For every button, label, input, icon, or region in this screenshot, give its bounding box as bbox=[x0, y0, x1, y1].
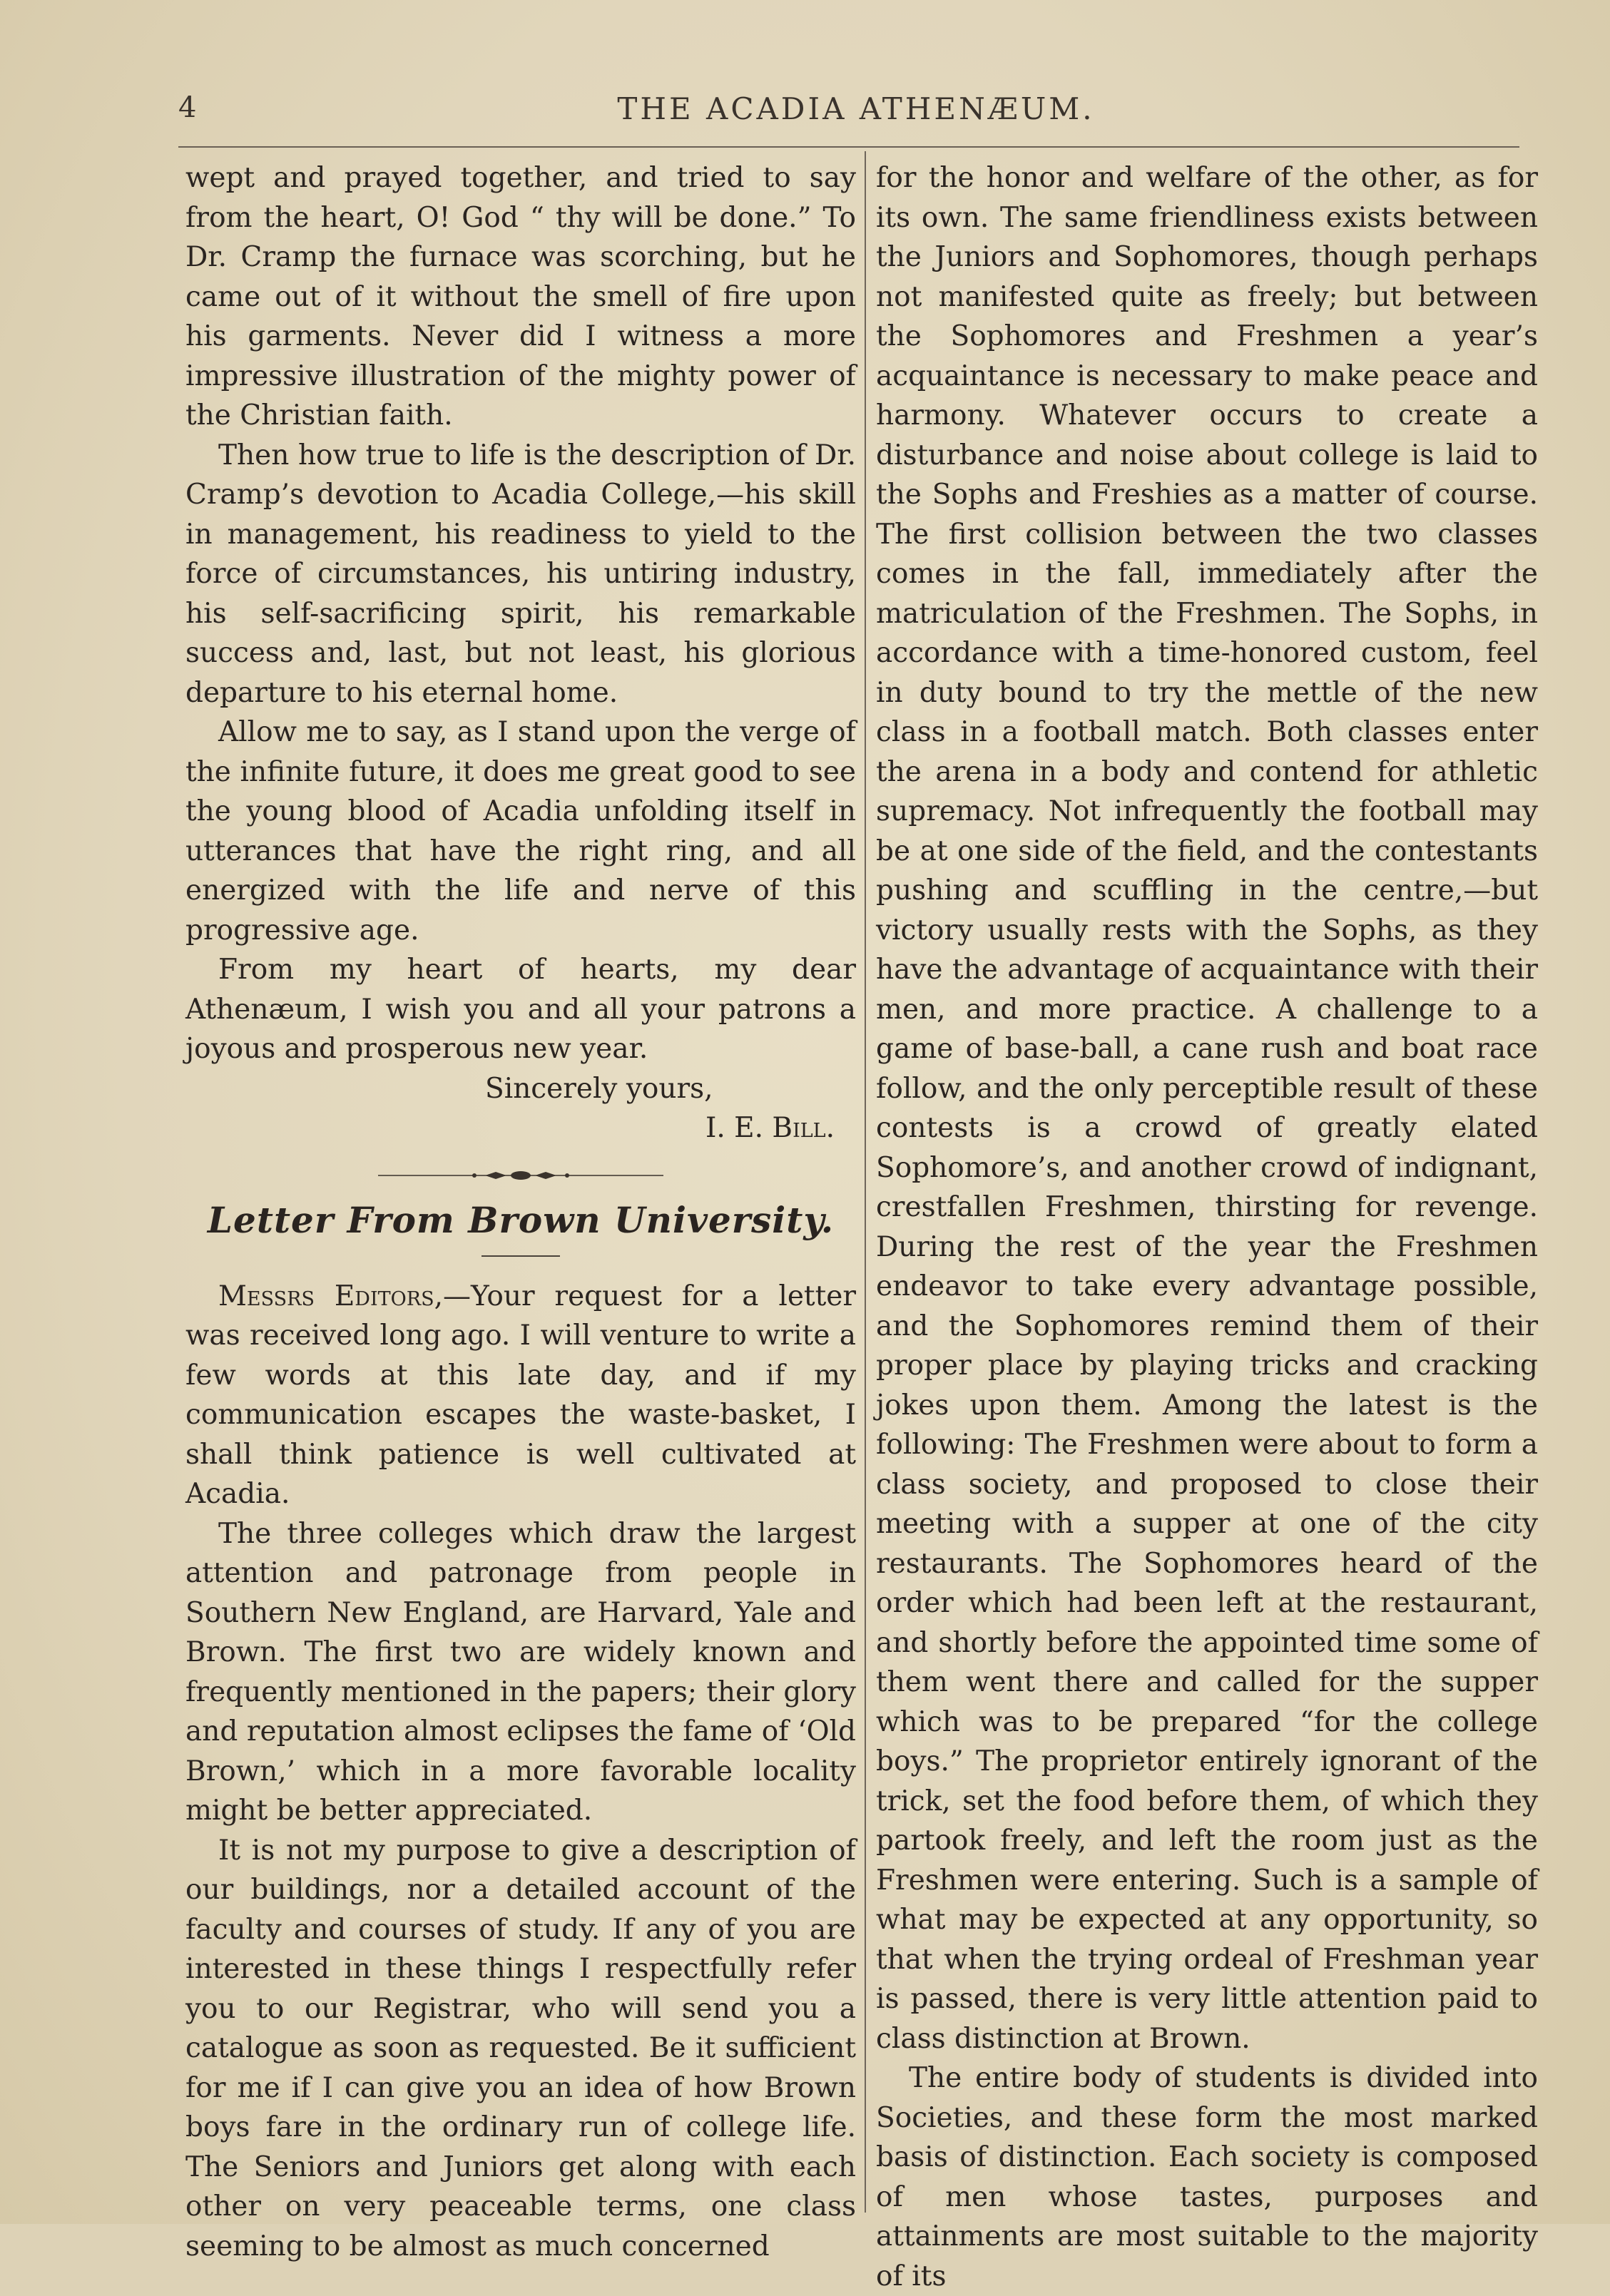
letter-text: —Your request for a letter was received long ago. I will venture to write a few words at this late day, and if my communication escapes the waste-basket, I shall think patience is well cultivated at Acadia. bbox=[185, 1280, 856, 1510]
page-header bbox=[178, 91, 1534, 134]
letter-paragraph: The three colleges which draw the largest attention and patronage from people in Southern New England, are Harvard, Yale and Brown. The first two are widely known and frequently mentioned in the papers; their glory and reputation almost eclipses the fame of ‘Old Brown,’ which in a more favorable locality might be better appreciated. bbox=[185, 1517, 856, 1827]
article-title: Letter From Brown University. bbox=[207, 1198, 835, 1241]
header-rule bbox=[178, 146, 1519, 148]
column-divider bbox=[865, 151, 866, 2213]
left-column bbox=[185, 158, 856, 2266]
letter-closing: Sincerely yours, bbox=[485, 1072, 713, 1105]
right-column bbox=[876, 158, 1538, 2296]
journal-title: THE ACADIA ATHENÆUM. bbox=[617, 91, 1095, 126]
letter-paragraph: It is not my purpose to give a description of our buildings, nor a detailed account of the faculty and courses of study. If any of you are interested in these things I respectfully refer you to our Registrar, who will send you a catalogue as soon as requested. Be it sufficient for me if I can give you an idea of how Brown boys fare in the ordinary run of college life. The Seniors and Juniors get along with each other on very peaceable terms, one class seeming to be almost as much concerned bbox=[185, 1834, 856, 2262]
letter-paragraph: From my heart of hearts, my dear Athenæum, I wish you and all your patrons a joyous and prosperous new year. bbox=[185, 954, 856, 1065]
letter-paragraph: Then how true to life is the description of Dr. Cramp’s devotion to Acadia College,—his skill in management, his readiness to yield to the force of circumstances, his untiring industry, his self-sacrificing spirit, his remarkable success and, last, but not least, his glorious departure to his eternal home. bbox=[185, 439, 856, 709]
ornament-divider bbox=[185, 1161, 856, 1190]
letter-paragraph: for the honor and welfare of the other, as for its own. The same friendliness exists between the Juniors and Sophomores, though perhaps not manifested quite as freely; but between the Sophomores and Freshmen a year’s acquaintance is necessary to make peace and harmony. Whatever occurs to create a disturbance and noise about college is laid to the Sophs and Freshies as a matter of course. The first collision between the two classes comes in the fall, immediately after the matriculation of the Freshmen. The Sophs, in accordance with a time-honored custom, feel in duty bound to try the mettle of the new class in a football match. Both classes enter the arena in a body and contend for athletic supremacy. Not infrequently the football may be at one side of the field, and the contestants pushing and scuffling in the centre,—but victory usually rests with the Sophs, as they have the advantage of acquaintance with their men, and more practice. A challenge to a game of base-ball, a cane rush and boat race follow, and the only perceptible result of these contests is a crowd of greatly elated Sophomore’s, and another crowd of indignant, crestfallen Freshmen, thirsting for revenge. During the rest of the year the Freshmen endeavor to take every advantage possible, and the Sophomores remind them of their proper place by playing tricks and cracking jokes upon them. Among the latest is the following: The Freshmen were about to form a class society, and proposed to close their meeting with a supper at one of the city restaurants. The Sophomores heard of the order which had been left at the restaurant, and shortly before the appointed time some of them went there and called for the supper which was to be prepared “for the college boys.” The proprietor entirely ignorant of the trick, set the food before them, of which they partook freely, and left the room just as the Freshmen were entering. Such is a sample of what may be expected at any opportunity, so that when the trying ordeal of Freshman year is passed, there is very little attention paid to class distinction at Brown. bbox=[876, 162, 1538, 2055]
letter-signature: I. E. Bill. bbox=[705, 1112, 835, 1144]
page-number: 4 bbox=[178, 91, 197, 124]
letter-paragraph: Allow me to say, as I stand upon the verge of the infinite future, it does me great good to see the young blood of Acadia unfolding itself in utterances that have the right ring, and all energized with the life and nerve of this progressive age. bbox=[185, 716, 856, 947]
salutation: Messrs Editors, bbox=[218, 1280, 443, 1312]
letter-paragraph: The entire body of students is divided into Societies, and these form the most marked basis of distinction. Each society is composed of men whose tastes, purposes and attainments are most suitable to the majority of its bbox=[876, 2062, 1538, 2292]
letter-paragraph: wept and prayed together, and tried to say from the heart, O! God “ thy will be done.” To Dr. Cramp the furnace was scorching, but he came out of it without the smell of fire upon his garments. Never did I witness a more impressive illustration of the mighty power of the Christian faith. bbox=[185, 162, 856, 432]
letter-paragraph bbox=[185, 1277, 856, 1514]
title-rule bbox=[482, 1255, 560, 1257]
